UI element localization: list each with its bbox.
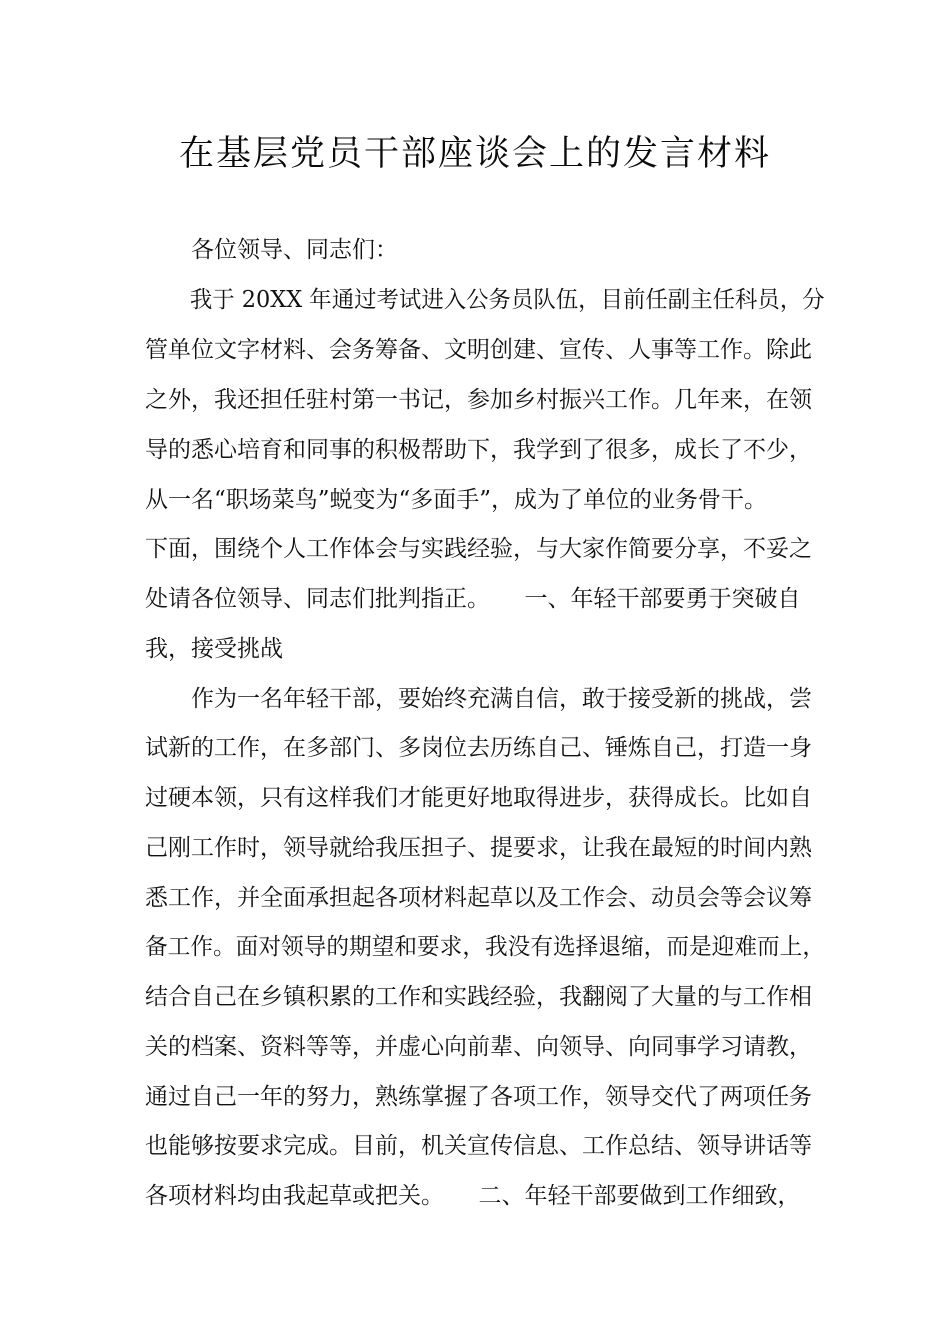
body-line: 我，接受挑战 bbox=[145, 636, 283, 662]
body-line: 己刚工作时，领导就给我压担子、提要求，让我在最短的时间内熟 bbox=[145, 835, 812, 861]
body-line: 悉工作，并全面承担起各项材料起草以及工作会、动员会等会议筹 bbox=[145, 885, 812, 911]
body-line: 下面，围绕个人工作体会与实践经验，与大家作简要分享，不妥之 bbox=[145, 536, 812, 562]
body-line: 也能够按要求完成。目前，机关宣传信息、工作总结、领导讲话等 bbox=[145, 1133, 812, 1159]
body-line: 我于 20XX 年通过考试进入公务员队伍，目前任副主任科员，分 bbox=[145, 287, 825, 313]
document-title: 在基层党员干部座谈会上的发言材料 bbox=[178, 134, 771, 174]
body-line: 各项材料均由我起草或把关。 二、年轻干部要做到工作细致， bbox=[145, 1183, 801, 1209]
body-line: 作为一名年轻干部，要始终充满自信，敢于接受新的挑战，尝 bbox=[145, 686, 812, 712]
body-line: 试新的工作，在多部门、多岗位去历练自己、锤炼自己，打造一身 bbox=[145, 735, 812, 761]
body-line: 从一名“职场菜鸟”蜕变为“多面手”，成为了单位的业务骨干。 bbox=[145, 487, 768, 513]
body-line: 通过自己一年的努力，熟练掌握了各项工作，领导交代了两项任务 bbox=[145, 1084, 812, 1110]
body-line: 备工作。面对领导的期望和要求，我没有选择退缩，而是迎难而上， bbox=[145, 934, 825, 960]
body-line: 各位领导、同志们： bbox=[145, 237, 398, 263]
body-line: 管单位文字材料、会务筹备、文明创建、宣传、人事等工作。除此 bbox=[145, 337, 812, 363]
body-line: 结合自己在乡镇积累的工作和实践经验，我翻阅了大量的与工作相 bbox=[145, 984, 812, 1010]
body-line: 过硬本领，只有这样我们才能更好地取得进步，获得成长。比如自 bbox=[145, 785, 812, 811]
body-line: 导的悉心培育和同事的积极帮助下，我学到了很多，成长了不少， bbox=[145, 437, 812, 463]
body-line: 处请各位领导、同志们批判指正。 一、年轻干部要勇于突破自 bbox=[145, 586, 801, 612]
body-line: 之外，我还担任驻村第一书记，参加乡村振兴工作。几年来，在领 bbox=[145, 387, 812, 413]
body-line: 关的档案、资料等等，并虚心向前辈、向领导、向同事学习请教， bbox=[145, 1034, 812, 1060]
